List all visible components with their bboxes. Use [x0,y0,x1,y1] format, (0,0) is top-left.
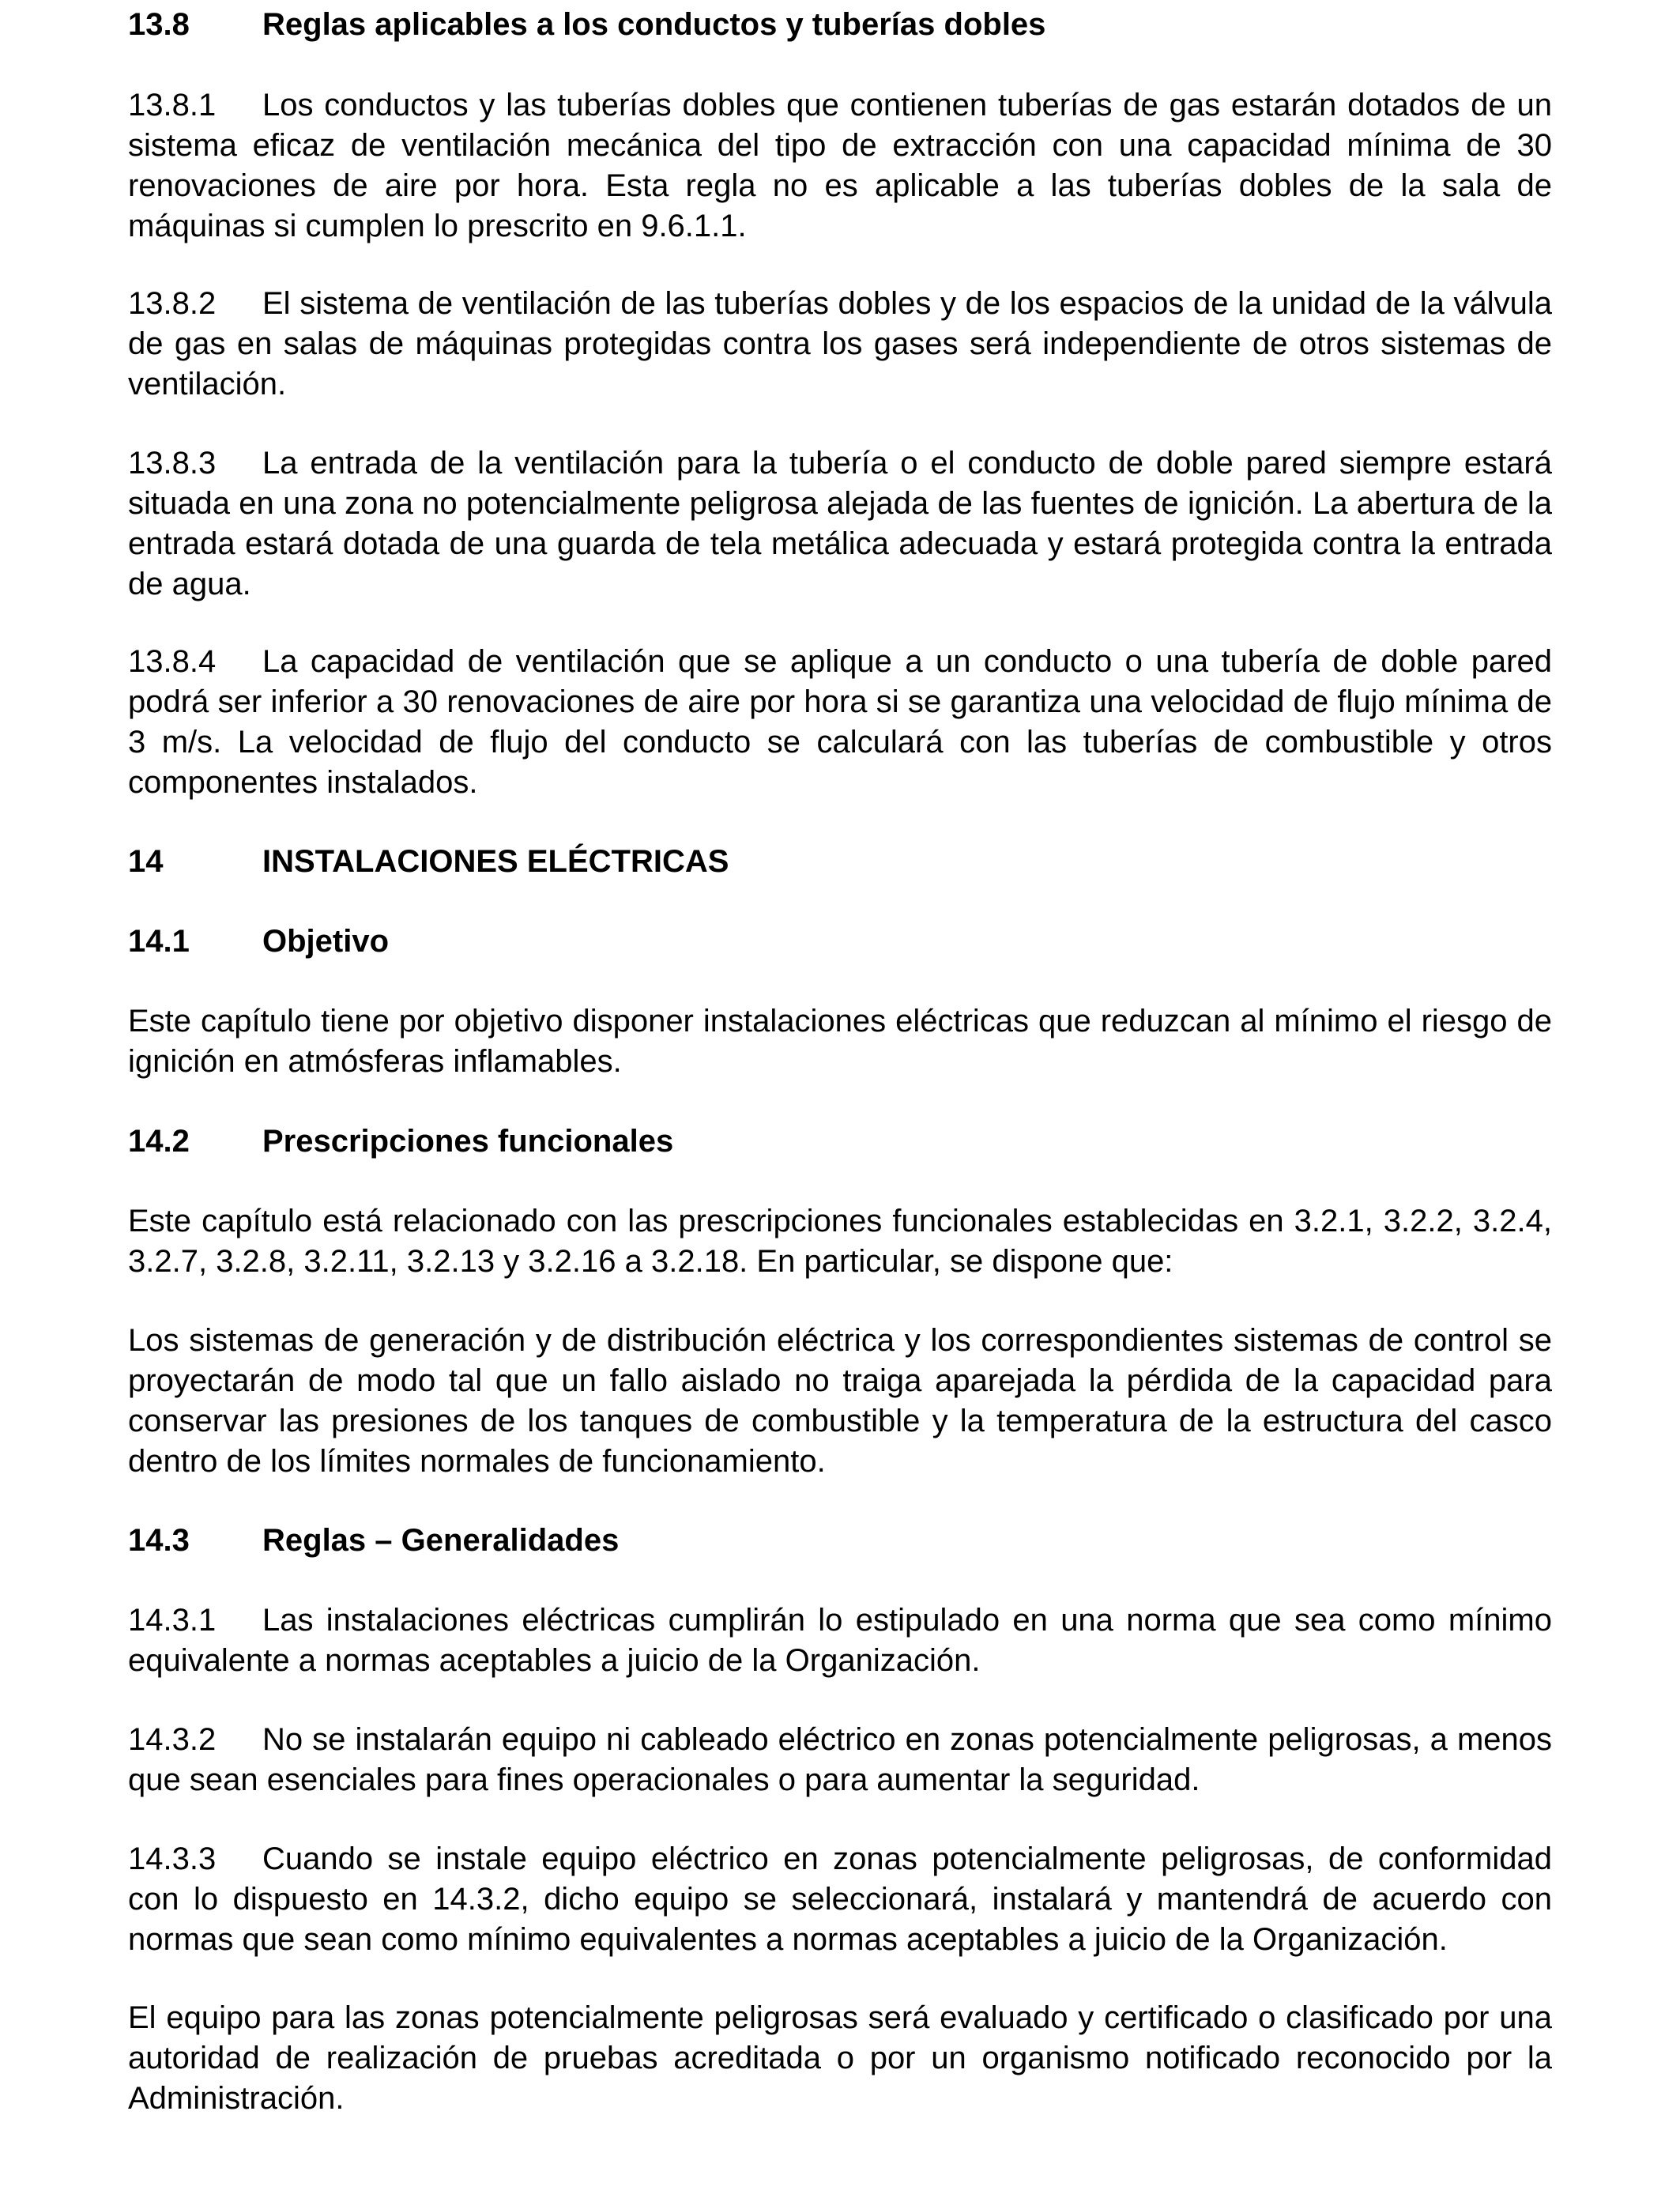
paragraph-14-3-2 [128,1720,1552,1800]
section-title: INSTALACIONES ELÉCTRICAS [262,844,729,879]
paragraph-text: La entrada de la ventilación para la tubería o el conducto de doble pared siempre estará situada en una zona no potencialmente peligrosa alejada de las fuentes de ignición. La abertura de la entrada estará dotada de una guarda de tela metálica adecuada y estará protegida contra la entrada de agua. [128,446,1552,601]
section-number: 14.3 [128,1523,190,1558]
heading-14-2 [128,1122,1552,1162]
section-number: 14.1 [128,924,190,959]
section-title: Reglas aplicables a los conductos y tuberías dobles [262,7,1046,42]
paragraph-text: Los conductos y las tuberías dobles que contienen tuberías de gas estarán dotados de un sistema eficaz de ventilación mecánica del tipo de extracción con una capacidad mínima de 30 renovaciones de aire por hora. Esta regla no es aplicable a las tuberías dobles de la sala de máquinas si cumplen lo prescrito en 9.6.1.1. [128,88,1552,243]
paragraph-14-1-body: Este capítulo tiene por objetivo disponer instalaciones eléctricas que reduzcan al mínimo el riesgo de ignición en atmósferas inflamables. [128,1004,1552,1079]
section-title: Reglas – Generalidades [262,1523,620,1558]
paragraph-14-3-1 [128,1600,1552,1681]
heading-14-3 [128,1521,1552,1561]
heading-13-8 [128,5,1552,45]
paragraph-13-8-3 [128,443,1552,605]
paragraph-text: La capacidad de ventilación que se aplique a un conducto o una tubería de doble pared podrá ser inferior a 30 renovaciones de aire por hora si se garantiza una velocidad de flujo mínima de 3 m/s. La velocidad de flujo del conducto se calculará con las tuberías de combustible y otros componentes instalados. [128,644,1552,800]
paragraph-text: Cuando se instale equipo eléctrico en zonas potencialmente peligrosas, de conformidad con lo dispuesto en 14.3.2, dicho equipo se seleccionará, instalará y mantendrá de acuerdo con normas que sean como mínimo equivalentes a normas aceptables a juicio de la Organización. [128,1842,1552,1957]
paragraph-number: 13.8.2 [128,286,217,321]
heading-14 [128,842,1552,882]
section-title: Objetivo [262,924,390,959]
paragraph-number: 13.8.3 [128,446,217,481]
paragraph-number: 14.3.3 [128,1842,217,1876]
section-number: 13.8 [128,7,190,42]
paragraph-text: Las instalaciones eléctricas cumplirán lo estipulado en una norma que sea como mínimo equivalente a normas aceptables a juicio de la Organización. [128,1603,1552,1678]
paragraph-text: No se instalarán equipo ni cableado eléctrico en zonas potencialmente peligrosas, a menos que sean esenciales para fines operacionales o para aumentar la seguridad. [128,1722,1552,1797]
section-number: 14.2 [128,1124,190,1159]
paragraph-13-8-1 [128,85,1552,247]
paragraph-number: 13.8.1 [128,88,217,123]
paragraph-13-8-2 [128,284,1552,405]
section-title: Prescripciones funcionales [262,1124,674,1159]
paragraph-number: 14.3.1 [128,1603,217,1638]
paragraph-13-8-4 [128,642,1552,803]
paragraph-14-2-body-1: Este capítulo está relacionado con las prescripciones funcionales establecidas en 3.2.1, 3.2.2, 3.2.4, 3.2.7, 3.2.8, 3.2.11, 3.2.13 y 3.2.16 a 3.2.18. En particular, se dispone que: [128,1204,1552,1279]
paragraph-number: 13.8.4 [128,644,217,679]
paragraph-number: 14.3.2 [128,1722,217,1757]
paragraph-14-3-3 [128,1839,1552,1960]
paragraph-14-2-body-2: Los sistemas de generación y de distribución eléctrica y los correspondientes sistemas de control se proyectarán de modo tal que un fallo aislado no traiga aparejada la pérdida de la capacidad para conservar las presiones de los tanques de combustible y la temperatura de la estructura del casco dentro de los límites normales de funcionamiento. [128,1323,1552,1479]
paragraph-text: El sistema de ventilación de las tuberías dobles y de los espacios de la unidad de la válvula de gas en salas de máquinas protegidas contra los gases será independiente de otros sistemas de ventilación. [128,286,1552,401]
section-number: 14 [128,844,164,879]
paragraph-14-3-3-body: El equipo para las zonas potencialmente peligrosas será evaluado y certificado o clasificado por una autoridad de realización de pruebas acreditada o por un organismo notificado reconocido por la Administración. [128,2000,1552,2116]
heading-14-1 [128,922,1552,962]
